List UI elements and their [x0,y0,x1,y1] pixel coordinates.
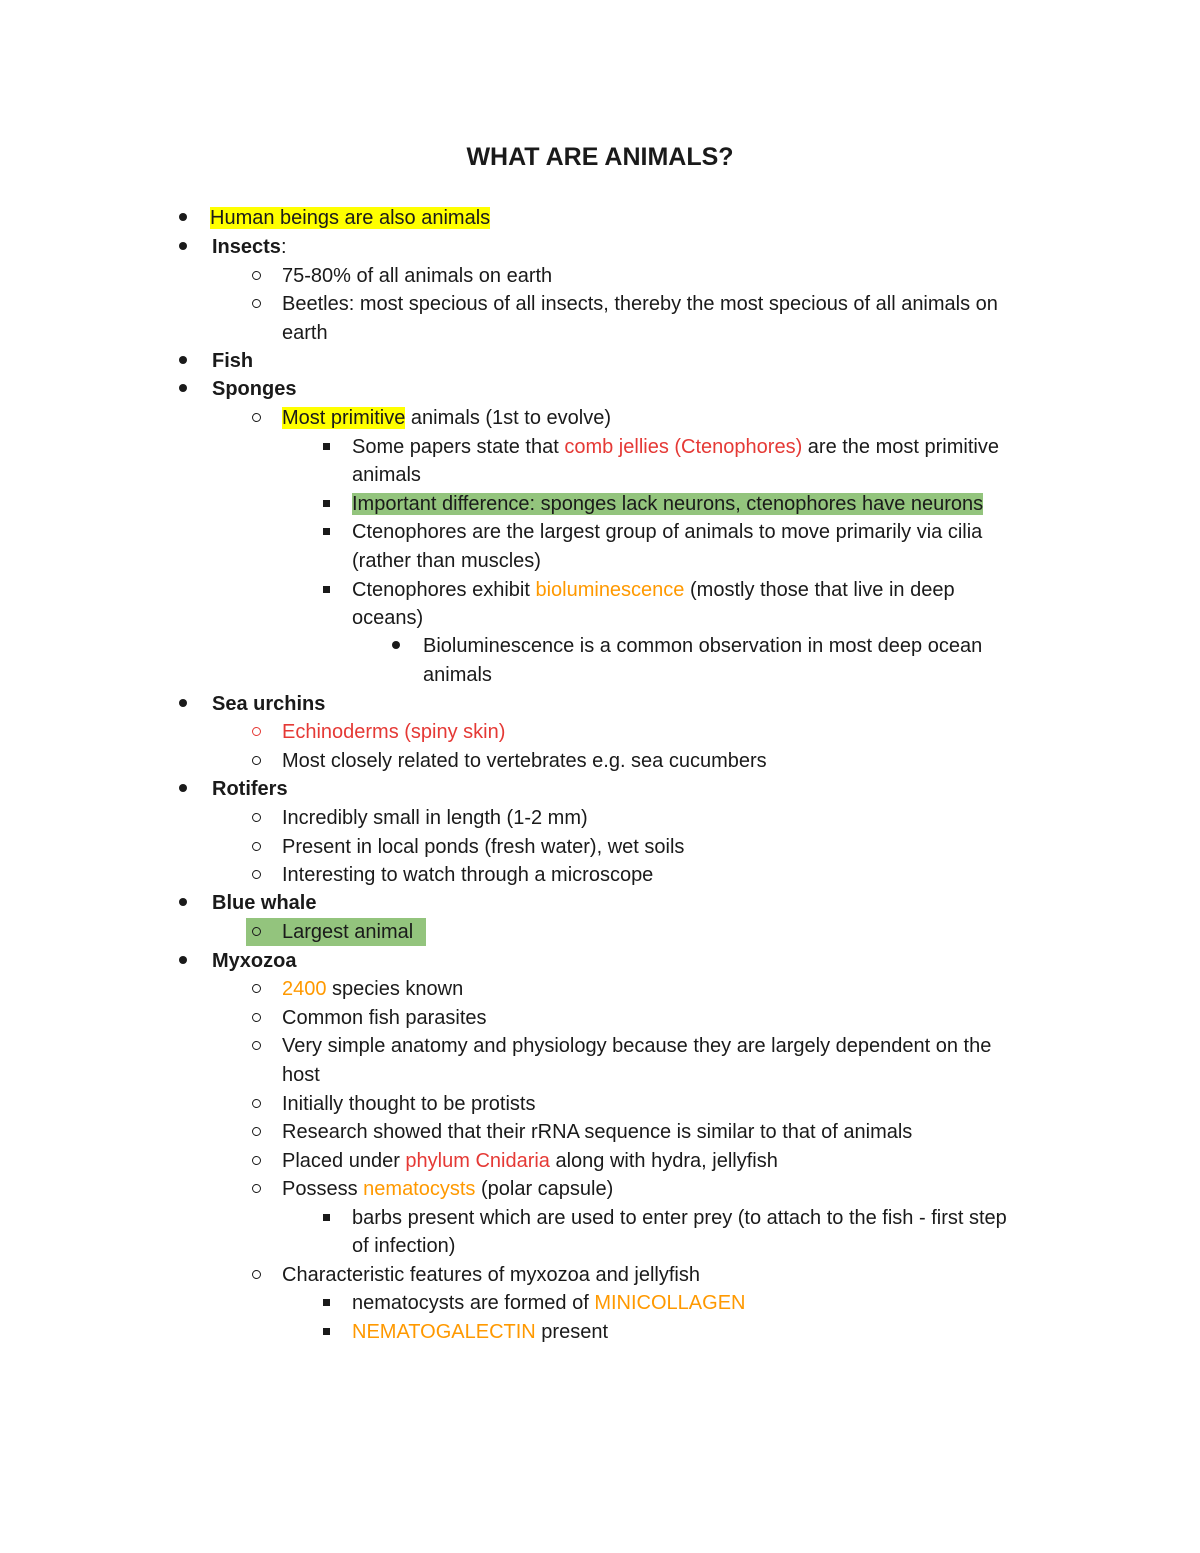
list-item: Characteristic features of myxozoa and jellyfish [282,1264,700,1286]
list-item-continuation: (rather than muscles) [352,550,541,572]
bullet-icon [316,1289,336,1317]
list-item: Ctenophores exhibit bioluminescence (mostly those that live in deep [352,579,955,601]
bullet-icon [246,1032,266,1060]
bullet-icon [246,747,266,775]
list-item: Some papers state that comb jellies (Ctenophores) are the most primitive [352,436,999,458]
bullet-icon [246,290,266,318]
list-item-continuation: animals [423,664,492,686]
list-item: Rotifers [212,778,288,800]
list-item: Human beings are also animals [210,207,491,229]
list-item-continuation: of infection) [352,1235,456,1257]
bullet-icon [173,775,193,803]
bullet-icon [173,947,193,975]
bullet-icon [386,632,406,660]
bullet-icon [246,1147,266,1175]
list-item-continuation: animals [352,464,421,486]
bullet-icon [246,1175,266,1203]
bullet-icon [246,1261,266,1289]
list-item: Most primitive animals (1st to evolve) [282,407,611,429]
list-item: Interesting to watch through a microscope [282,864,654,886]
list-item: 2400 species known [282,978,464,1000]
bullet-icon [316,433,336,461]
bullet-icon [246,718,266,746]
list-item: Placed under phylum Cnidaria along with hydra, jellyfish [282,1150,778,1172]
page-title: WHAT ARE ANIMALS? [466,143,734,171]
list-item: Echinoderms (spiny skin) [282,721,506,743]
bullet-icon [246,1118,266,1146]
list-item: Fish [212,350,254,372]
list-item: Important difference: sponges lack neurons, ctenophores have neurons [352,493,984,515]
bullet-icon [173,889,193,917]
list-item-continuation: host [282,1064,320,1086]
bullet-icon [246,804,266,832]
list-item: Incredibly small in length (1-2 mm) [282,807,588,829]
bullet-icon [246,918,266,946]
list-item: Beetles: most specious of all insects, thereby the most specious of all animals on [282,293,998,315]
bullet-icon [173,375,193,403]
bullet-icon [246,262,266,290]
bullet-icon [246,833,266,861]
bullet-icon [173,690,193,718]
list-item: Research showed that their rRNA sequence is similar to that of animals [282,1121,913,1143]
bullet-icon [246,975,266,1003]
list-item-continuation: oceans) [352,607,424,629]
bullet-icon [316,1204,336,1232]
list-item: Ctenophores are the largest group of animals to move primarily via cilia [352,521,983,543]
list-item: Initially thought to be protists [282,1093,536,1115]
list-item: NEMATOGALECTIN present [352,1321,608,1343]
bullet-icon [316,1318,336,1346]
bullet-icon [246,1090,266,1118]
list-item: Largest animal [282,921,414,943]
list-item: barbs present which are used to enter prey (to attach to the fish - first step [352,1207,1007,1229]
bullet-icon [173,233,193,261]
bullet-icon [246,404,266,432]
list-item-continuation: earth [282,322,328,344]
list-item: Very simple anatomy and physiology because they are largely dependent on the [282,1035,992,1057]
list-item: Bioluminescence is a common observation in most deep ocean [423,635,983,657]
list-item: nematocysts are formed of MINICOLLAGEN [352,1292,746,1314]
list-item: Possess nematocysts (polar capsule) [282,1178,614,1200]
list-item: Present in local ponds (fresh water), wet soils [282,836,685,858]
bullet-icon [316,576,336,604]
list-item: Insects: [212,236,287,258]
list-item: Sponges [212,378,297,400]
bullet-icon [246,861,266,889]
list-item: Myxozoa [212,950,297,972]
list-item: Blue whale [212,892,317,914]
list-item: Common fish parasites [282,1007,487,1029]
bullet-icon [246,1004,266,1032]
list-item: Most closely related to vertebrates e.g. sea cucumbers [282,750,767,772]
list-item: Sea urchins [212,693,326,715]
bullet-icon [173,347,193,375]
list-item: 75-80% of all animals on earth [282,265,553,287]
bullet-icon [173,204,193,232]
bullet-icon [316,490,336,518]
bullet-icon [316,518,336,546]
